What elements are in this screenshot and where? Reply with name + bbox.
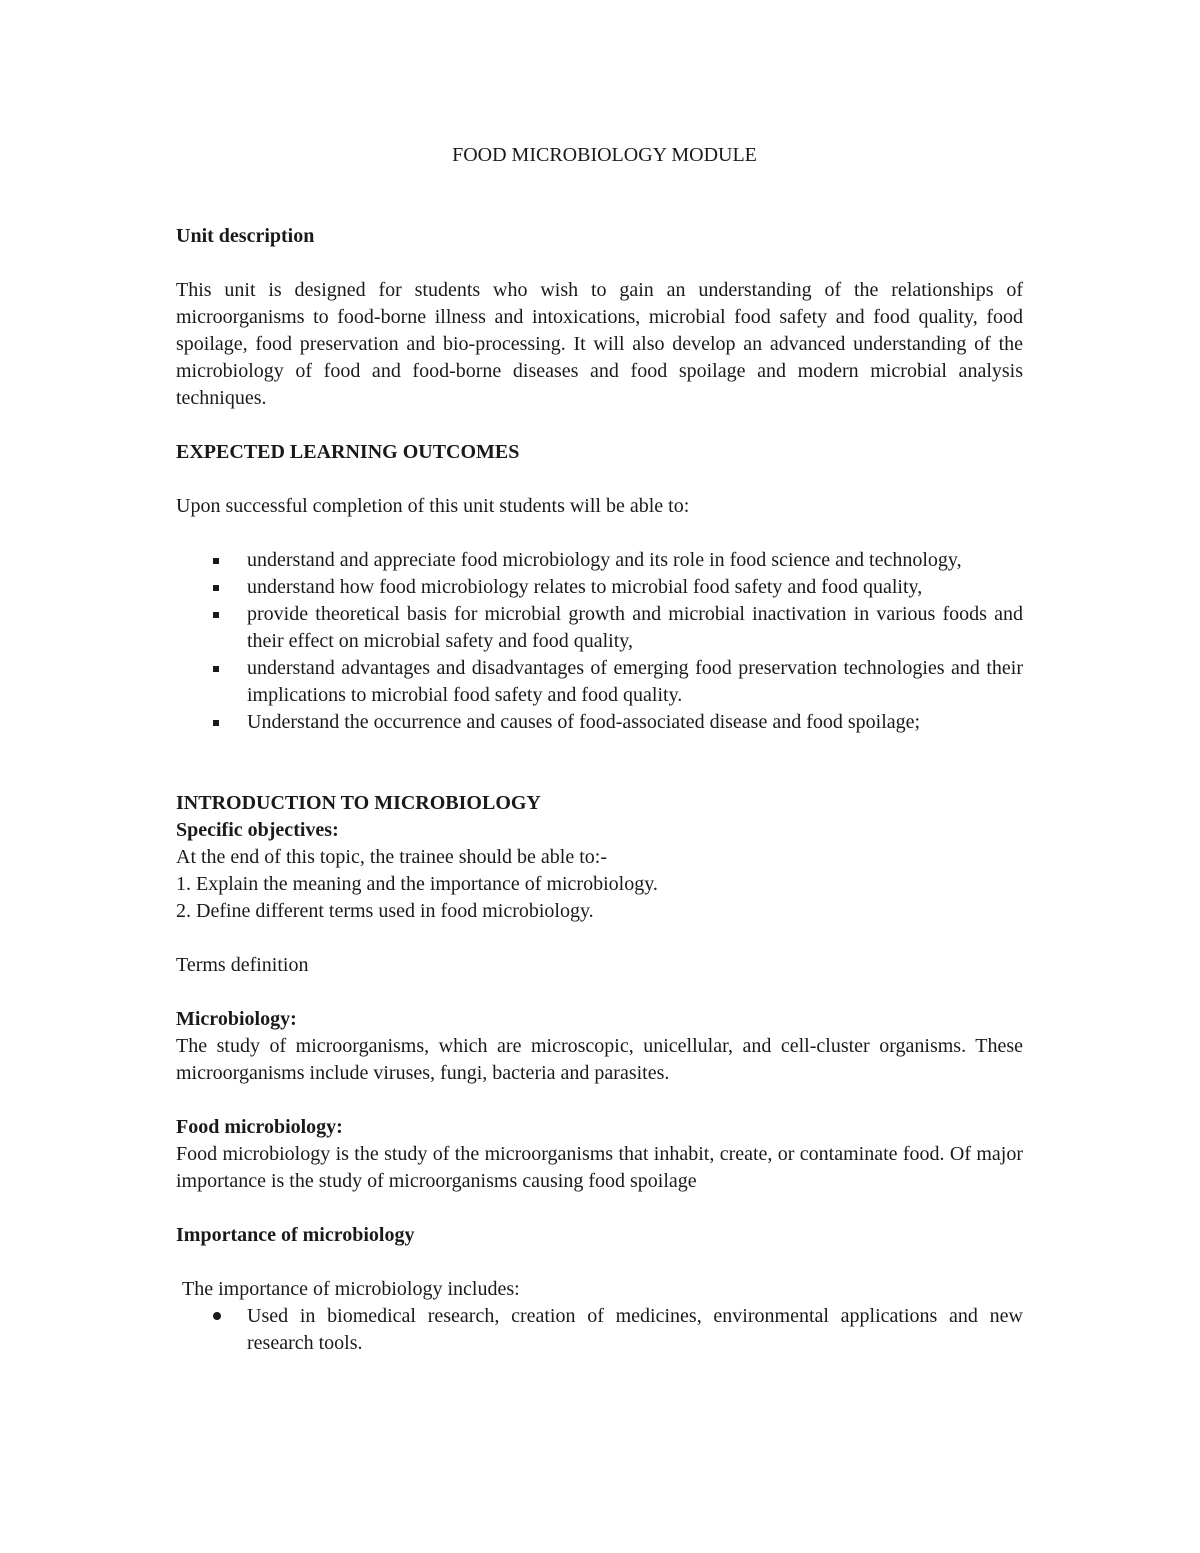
outcome-text: Understand the occurrence and causes of food-associated disease and food spoilage; — [247, 711, 921, 733]
list-item — [176, 601, 1023, 655]
food-microbiology-heading: Food microbiology: — [176, 1116, 343, 1138]
outcomes-intro: Upon successful completion of this unit students will be able to: — [176, 495, 690, 517]
microbiology-body: The study of microorganisms, which are microscopic, unicellular, and cell-cluster organisms. These microorganisms include viruses, fungi, bacteria and parasites. — [176, 1035, 1023, 1084]
list-item — [176, 574, 1023, 601]
outcomes-heading: EXPECTED LEARNING OUTCOMES — [176, 441, 520, 463]
objectives-heading: Specific objectives: — [176, 819, 339, 841]
unit-description-body: This unit is designed for students who wish to gain an understanding of the relationships of microorganisms to food-borne illness and intoxications, microbial food safety and food quality, food spoilage, food preservation and bio-processing. It will also develop an advanced understanding of the microbiology of food and food-borne diseases and food spoilage and modern microbial analysis techniques. — [176, 279, 1023, 409]
document-page — [176, 142, 1023, 1357]
list-item — [176, 655, 1023, 709]
list-item — [176, 547, 1023, 574]
outcome-text: understand how food microbiology relates to microbial food safety and food quality, — [247, 576, 923, 598]
intro-section-heading: INTRODUCTION TO MICROBIOLOGY — [176, 792, 541, 814]
terms-definition-label: Terms definition — [176, 954, 309, 976]
importance-text: Used in biomedical research, creation of medicines, environmental applications and new research tools. — [247, 1305, 1023, 1354]
objectives-intro: At the end of this topic, the trainee should be able to:- — [176, 846, 607, 868]
square-bullet-icon — [213, 585, 219, 591]
round-bullet-icon — [213, 1312, 221, 1320]
unit-description-heading: Unit description — [176, 225, 315, 247]
outcome-text: understand advantages and disadvantages of emerging food preservation technologies and their implications to microbial food safety and food quality. — [247, 657, 1023, 706]
objective-item: 2. Define different terms used in food microbiology. — [176, 900, 594, 922]
objective-item: 1. Explain the meaning and the importance of microbiology. — [176, 873, 658, 895]
outcome-text: provide theoretical basis for microbial growth and microbial inactivation in various foods and their effect on microbial safety and food quality, — [247, 603, 1023, 652]
square-bullet-icon — [213, 612, 219, 618]
list-item — [176, 709, 1023, 736]
square-bullet-icon — [213, 666, 219, 672]
outcomes-list — [176, 547, 1023, 736]
list-item — [176, 1303, 1023, 1357]
square-bullet-icon — [213, 720, 219, 726]
microbiology-heading: Microbiology: — [176, 1008, 297, 1030]
square-bullet-icon — [213, 558, 219, 564]
document-title: FOOD MICROBIOLOGY MODULE — [452, 144, 757, 166]
importance-list — [176, 1303, 1023, 1357]
food-microbiology-body: Food microbiology is the study of the microorganisms that inhabit, create, or contaminate food. Of major importance is the study of microorganisms causing food spoilage — [176, 1143, 1023, 1192]
importance-intro: The importance of microbiology includes: — [182, 1278, 520, 1300]
importance-heading: Importance of microbiology — [176, 1224, 415, 1246]
outcome-text: understand and appreciate food microbiology and its role in food science and technology, — [247, 549, 962, 571]
